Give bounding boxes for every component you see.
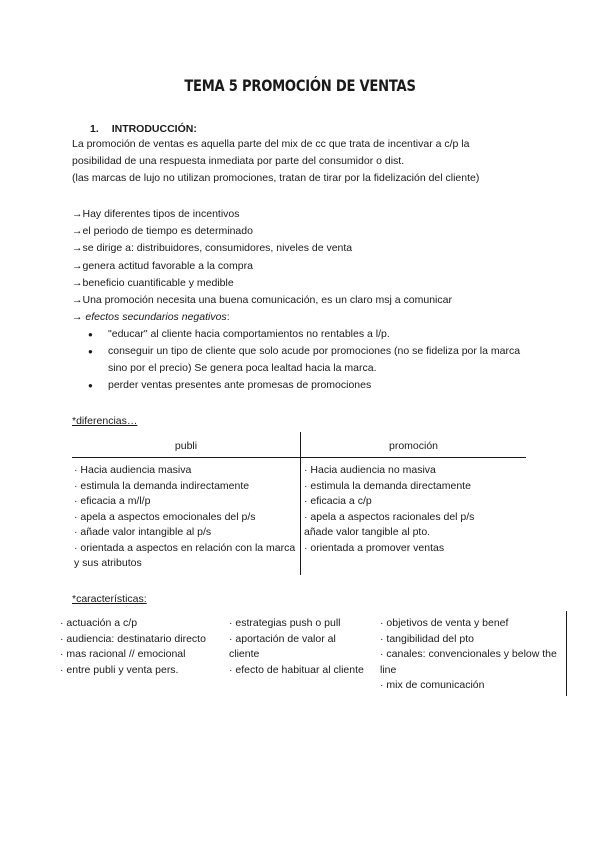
section-heading <box>90 123 197 135</box>
arrow-item: →se dirige a: distribuidores, consumidores, niveles de venta <box>72 242 353 255</box>
list-item: · entre publi y venta pers. <box>60 663 179 676</box>
table-column-divider <box>300 432 301 575</box>
list-item: · estrategias push o pull <box>229 617 341 629</box>
list-item: · tangibilidad del pto <box>380 632 474 645</box>
table-cell: · eficacia a m/l/p <box>74 495 151 507</box>
bullet-item: ● "educar" al cliente hacia comportamientos no rentables a l/p. <box>88 326 538 343</box>
arrow-item: →el periodo de tiempo es determinado <box>72 225 253 238</box>
list-item: · efecto de habituar al cliente <box>229 663 364 676</box>
characteristics-right-border <box>566 611 567 696</box>
intro-line: posibilidad de una respuesta inmediata por parte del consumidor o dist. <box>72 155 405 167</box>
table-divider <box>72 457 526 458</box>
differences-label: *diferencias… <box>72 415 138 427</box>
list-item: · mas racional // emocional <box>60 648 186 660</box>
negative-effects-item <box>72 309 452 326</box>
bullet-item: ● conseguir un tipo de cliente que solo acude por promociones (no se fideliza por la marca sino por el precio) Se genera poca lealtad hacia la marca. <box>88 343 538 377</box>
promocion-column <box>304 463 494 556</box>
bullet-item: ● perder ventas presentes ante promesas de promociones <box>88 377 538 394</box>
characteristics-column-3 <box>380 616 560 694</box>
bullet-list <box>88 326 538 394</box>
arrow-list <box>72 206 452 326</box>
list-item: · mix de comunicación <box>380 679 485 691</box>
arrow-glyph: → <box>72 311 86 324</box>
arrow-item: →Una promoción necesita una buena comunicación, es un claro msj a comunicar <box>72 294 452 307</box>
negative-effects-label: efectos secundarios negativos <box>85 311 227 324</box>
table-cell: · apela a aspectos emocionales del p/s <box>74 510 256 523</box>
page-title: TEMA 5 PROMOCIÓN DE VENTAS <box>184 76 416 95</box>
publi-column <box>74 463 296 572</box>
arrow-item: →genera actitud favorable a la compra <box>72 259 253 272</box>
arrow-item: →beneficio cuantificable y medible <box>72 276 234 289</box>
table-cell: · Hacia audiencia masiva <box>74 464 192 476</box>
characteristics-column-1 <box>60 616 220 678</box>
list-item: · actuación a c/p <box>60 617 138 629</box>
table-header-promocion: promoción <box>388 440 439 452</box>
table-cell: · orientada a promover ventas <box>304 541 445 554</box>
arrow-item: →Hay diferentes tipos de incentivos <box>72 208 240 220</box>
table-cell: · Hacia audiencia no masiva <box>304 464 436 476</box>
colon: : <box>226 311 230 324</box>
table-cell: · añade valor intangible al p/s <box>74 526 212 538</box>
list-item: · objetivos de venta y benef <box>380 617 509 629</box>
list-item: · audiencia: destinatario directo <box>60 632 206 645</box>
intro-paragraph <box>72 136 479 187</box>
table-cell: · orientada a aspectos en relación con la marca y sus atributos <box>74 541 296 569</box>
characteristics-column-2 <box>229 616 369 678</box>
table-header-publi: publi <box>174 440 198 452</box>
intro-line: La promoción de ventas es aquella parte del mix de cc que trata de incentivar a c/p la <box>72 138 470 150</box>
section-number: 1. <box>90 123 99 135</box>
characteristics-label: *características: <box>72 593 147 605</box>
table-cell: · apela a aspectos racionales del p/s añade valor tangible al pto. <box>304 510 475 538</box>
section-title: INTRODUCCIÓN: <box>111 123 197 135</box>
table-cell: · estimula la demanda indirectamente <box>74 479 250 492</box>
table-cell: · eficacia a c/p <box>304 495 372 507</box>
intro-line: (las marcas de lujo no utilizan promociones, tratan de tirar por la fidelización del cliente) <box>72 172 480 184</box>
table-cell: · estimula la demanda directamente <box>304 479 471 492</box>
list-item: · aportación de valor al cliente <box>229 632 336 660</box>
list-item: · canales: convencionales y below the line <box>380 648 557 676</box>
